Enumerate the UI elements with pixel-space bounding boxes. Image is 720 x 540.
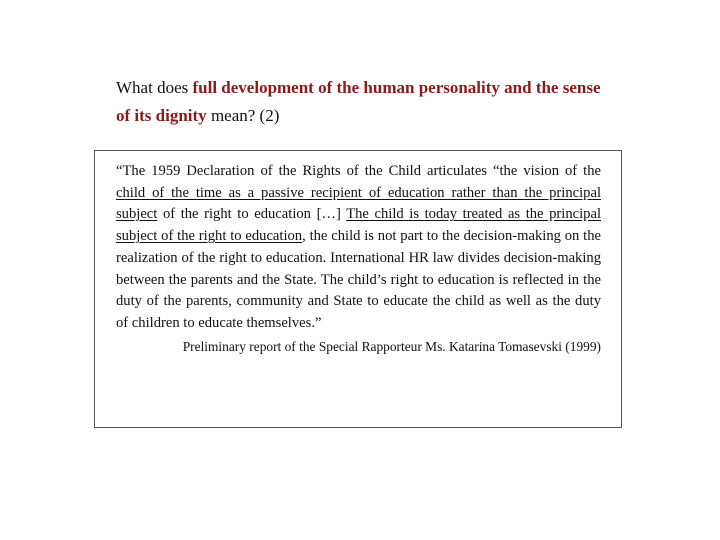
heading-emphasis: full development of the human personality and the sense of its dignity	[116, 78, 601, 125]
quote-text-part-2: of the right to education […]	[157, 206, 347, 223]
quote-underlined-part-1: child of the time as a passive recipient of education rather than the principal subject	[116, 184, 601, 223]
question-heading	[116, 74, 616, 130]
quote-text-part-1: “The 1959 Declaration of the Rights of the Child articulates “the vision of the	[116, 163, 601, 179]
heading-suffix: mean? (2)	[206, 106, 280, 125]
quote-underlined-part-2: The child is today treated as the principal subject of the right to education	[116, 206, 601, 245]
quote-text	[116, 161, 601, 335]
heading-prefix: What does	[116, 78, 193, 97]
quote-box	[94, 150, 622, 428]
quote-text-part-3: , the child is not part to the decision-making on the realization of the right to education. International HR law divides decision-making between the parents and the State. The child’s right to education is reflected in the duty of the parents, community and State to educate the child as well as the duty of children to educate themselves.”	[116, 228, 601, 331]
quote-attribution: Preliminary report of the Special Rapporteur Ms. Katarina Tomasevski (1999)	[182, 338, 601, 354]
